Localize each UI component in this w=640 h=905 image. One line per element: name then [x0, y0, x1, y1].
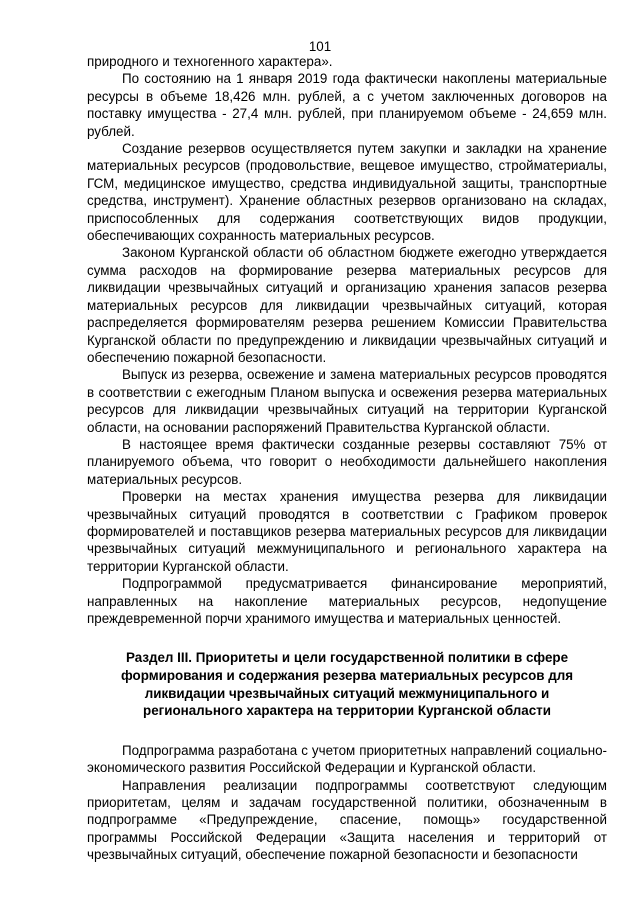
body-text-before: [87, 53, 607, 627]
paragraph: Подпрограмма разработана с учетом приоритетных направлений социально-экономического развития Российской Федерации и Курганской области.: [87, 742, 607, 776]
paragraph: Выпуск из резерва, освежение и замена материальных ресурсов проводятся в соответствии с ежегодным Планом выпуска и освежения резерва материальных ресурсов для ликвидации чрезвычайных ситуаций на территории Курганской области, на основании распоряжений Правительства Курганской области.: [87, 367, 607, 435]
paragraph: Направления реализации подпрограммы соответствуют следующим приоритетам, целям и задачам государственной политики, обозначенным в подпрограмме «Предупреждение, спасение, помощь» государственной программы Российской Федерации «Защита населения и территорий от чрезвычайных ситуаций, обеспечение пожарной безопасности и безопасности: [87, 777, 607, 863]
section-heading-line: формирования и содержания резерва материальных ресурсов для: [120, 668, 574, 683]
section-heading-line: ликвидации чрезвычайных ситуаций межмуниципального и: [144, 685, 550, 701]
page-content: [87, 53, 607, 864]
section-heading: [87, 649, 607, 719]
paragraph: Создание резервов осуществляется путем закупки и закладки на хранение материальных ресурсов (продовольствие, вещевое имущество, стройматериалы, ГСМ, медицинское имущество, средства индивидуальной защиты, транспортные средства, инструмент). Хранение областных резервов организовано на складах, приспособленных для содержания соответствующих видов продукции, обеспечивающих сохранность материальных ресурсов.: [87, 141, 607, 244]
paragraph: Подпрограммой предусматривается финансирование мероприятий, направленных на накопление материальных ресурсов, недопущение преждевременной порчи хранимого имущества и материальных ценностей.: [87, 576, 607, 626]
paragraph: По состоянию на 1 января 2019 года фактически накоплены материальные ресурсы в объеме 18,426 млн. рублей, а с учетом заключенных договоров на поставку имущества - 27,4 млн. рублей, при планируемом объеме - 24,659 млн. рублей.: [87, 71, 607, 139]
paragraph: В настоящее время фактически созданные резервы составляют 75% от планируемого объема, что говорит о необходимости дальнейшего накопления материальных ресурсов.: [87, 436, 607, 487]
paragraph: природного и техногенного характера».: [87, 54, 333, 69]
paragraph: Законом Курганской области об областном бюджете ежегодно утверждается сумма расходов на формирование резерва материальных ресурсов для ликвидации чрезвычайных ситуаций и организацию хранения запасов резерва материальных ресурсов для ликвидации чрезвычайных ситуаций, которая распределяется формирователям резерва решением Комиссии Правительства Курганской области по предупреждению и ликвидации чрезвычайных ситуаций и обеспечению пожарной безопасности.: [87, 245, 607, 365]
page-number: 101: [308, 39, 332, 54]
paragraph: Проверки на местах хранения имущества резерва для ликвидации чрезвычайных ситуаций проводятся в соответствии с Графиком проверок формирователей и поставщиков резерва материальных ресурсов для ликвидации чрезвычайных ситуаций межмуниципального и регионального характера на территории Курганской области.: [87, 489, 607, 574]
section-heading-line: регионального характера на территории Курганской области: [143, 703, 551, 719]
body-text-after: [87, 742, 607, 864]
section-heading-line: Раздел III. Приоритеты и цели государственной политики в сфере: [125, 650, 569, 666]
